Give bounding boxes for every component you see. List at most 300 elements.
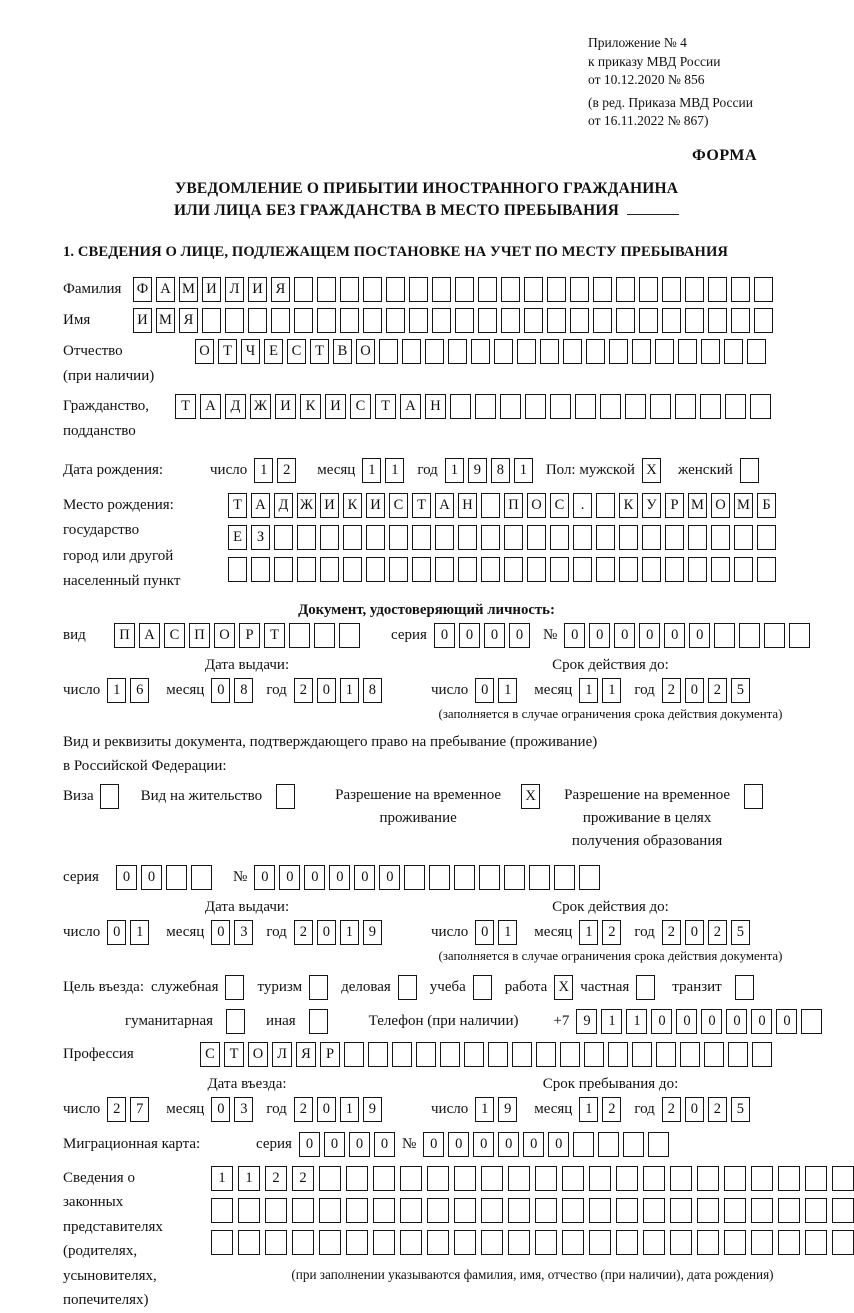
form-cell[interactable] [832,1230,854,1255]
form-cell[interactable] [478,308,497,333]
form-cell[interactable]: 1 [340,678,359,703]
form-cell[interactable] [670,1166,692,1191]
form-cell[interactable] [560,1042,580,1067]
form-cell[interactable]: С [350,394,371,419]
form-cell[interactable] [512,1042,532,1067]
form-cell[interactable] [752,1042,772,1067]
form-cell[interactable] [596,493,615,518]
form-cell[interactable]: 9 [363,1097,382,1122]
form-cell[interactable]: 0 [614,623,635,648]
form-cell[interactable]: 2 [294,920,313,945]
form-cell[interactable] [265,1230,287,1255]
form-cell[interactable] [404,865,425,890]
form-cell[interactable]: К [619,493,638,518]
form-cell[interactable] [297,525,316,550]
form-cell[interactable] [801,1009,822,1034]
form-cell[interactable]: Р [239,623,260,648]
form-cell[interactable]: Т [375,394,396,419]
form-cell[interactable]: 8 [234,678,253,703]
form-cell[interactable] [225,308,244,333]
form-cell[interactable] [478,277,497,302]
form-cell[interactable] [675,394,696,419]
form-cell[interactable] [778,1198,800,1223]
form-cell[interactable] [400,1166,422,1191]
form-cell[interactable]: 1 [579,920,598,945]
form-cell[interactable]: И [320,493,339,518]
form-cell[interactable]: 9 [468,458,487,483]
form-cell[interactable] [228,557,247,582]
form-cell[interactable] [642,525,661,550]
form-cell[interactable] [479,865,500,890]
form-cell[interactable] [714,623,735,648]
form-cell[interactable] [670,1230,692,1255]
form-cell[interactable]: 0 [448,1132,469,1157]
form-cell[interactable] [616,308,635,333]
form-cell[interactable]: М [156,308,175,333]
form-cell[interactable] [432,308,451,333]
form-cell[interactable] [481,1166,503,1191]
form-cell[interactable] [448,339,467,364]
form-cell[interactable]: 8 [363,678,382,703]
form-cell[interactable] [481,557,500,582]
form-cell[interactable]: Д [274,493,293,518]
form-cell[interactable] [320,557,339,582]
form-cell[interactable] [524,277,543,302]
form-cell[interactable]: С [287,339,306,364]
form-cell[interactable] [535,1166,557,1191]
form-cell[interactable] [550,394,571,419]
form-cell[interactable]: 0 [317,920,336,945]
form-cell[interactable]: Р [665,493,684,518]
form-cell[interactable] [764,623,785,648]
form-cell[interactable]: М [734,493,753,518]
form-cell[interactable]: В [333,339,352,364]
form-cell[interactable]: 3 [234,920,253,945]
form-cell[interactable] [481,1230,503,1255]
form-cell[interactable]: И [325,394,346,419]
form-cell[interactable] [373,1198,395,1223]
form-cell[interactable]: 0 [523,1132,544,1157]
form-cell[interactable]: 2 [277,458,296,483]
form-cell[interactable] [573,557,592,582]
form-cell[interactable]: О [248,1042,268,1067]
form-cell[interactable] [346,1166,368,1191]
form-cell[interactable] [508,1198,530,1223]
form-cell[interactable]: З [251,525,270,550]
form-cell[interactable] [294,277,313,302]
form-cell[interactable]: 1 [498,678,517,703]
form-cell[interactable]: П [114,623,135,648]
form-cell[interactable]: У [642,493,661,518]
form-cell[interactable] [508,1230,530,1255]
form-cell[interactable]: 1 [579,678,598,703]
form-cell[interactable] [501,308,520,333]
form-cell[interactable] [481,1198,503,1223]
form-cell[interactable] [586,339,605,364]
form-cell[interactable]: 1 [238,1166,260,1191]
form-cell[interactable] [481,493,500,518]
form-cell[interactable]: К [300,394,321,419]
form-cell[interactable] [747,339,766,364]
form-cell[interactable]: 9 [363,920,382,945]
form-cell[interactable] [540,339,559,364]
form-cell[interactable]: 1 [362,458,381,483]
form-cell[interactable]: X [642,458,661,483]
form-cell[interactable]: Л [225,277,244,302]
form-cell[interactable]: 1 [602,678,621,703]
form-cell[interactable] [550,525,569,550]
form-cell[interactable]: А [156,277,175,302]
form-cell[interactable]: 0 [475,678,494,703]
form-cell[interactable] [734,525,753,550]
form-cell[interactable] [570,308,589,333]
form-cell[interactable] [778,1166,800,1191]
form-cell[interactable]: 0 [475,920,494,945]
form-cell[interactable]: 0 [434,623,455,648]
form-cell[interactable] [373,1166,395,1191]
form-cell[interactable] [289,623,310,648]
form-cell[interactable]: А [435,493,454,518]
form-cell[interactable] [100,784,119,809]
form-cell[interactable] [728,1042,748,1067]
form-cell[interactable] [343,525,362,550]
form-cell[interactable] [688,525,707,550]
form-cell[interactable]: И [366,493,385,518]
form-cell[interactable] [517,339,536,364]
form-cell[interactable] [536,1042,556,1067]
form-cell[interactable] [454,1230,476,1255]
form-cell[interactable] [562,1198,584,1223]
form-cell[interactable]: Д [225,394,246,419]
form-cell[interactable] [524,308,543,333]
form-cell[interactable]: С [550,493,569,518]
form-cell[interactable]: Т [224,1042,244,1067]
form-cell[interactable] [504,525,523,550]
form-cell[interactable] [389,557,408,582]
form-cell[interactable]: Т [264,623,285,648]
form-cell[interactable] [740,458,759,483]
form-cell[interactable] [619,525,638,550]
form-cell[interactable] [191,865,212,890]
form-cell[interactable]: 2 [662,678,681,703]
form-cell[interactable] [547,277,566,302]
form-cell[interactable]: 1 [107,678,126,703]
form-cell[interactable]: X [554,975,573,1000]
form-cell[interactable] [346,1198,368,1223]
form-cell[interactable] [757,557,776,582]
form-cell[interactable] [398,975,417,1000]
form-cell[interactable]: Е [264,339,283,364]
form-cell[interactable] [274,525,293,550]
form-cell[interactable] [320,525,339,550]
form-cell[interactable]: 2 [708,678,727,703]
form-cell[interactable] [427,1198,449,1223]
form-cell[interactable] [731,308,750,333]
form-cell[interactable] [589,1166,611,1191]
form-cell[interactable]: 0 [299,1132,320,1157]
form-cell[interactable]: О [195,339,214,364]
form-cell[interactable] [392,1042,412,1067]
form-cell[interactable]: Р [320,1042,340,1067]
form-cell[interactable] [386,308,405,333]
form-cell[interactable] [271,308,290,333]
form-cell[interactable] [697,1166,719,1191]
form-cell[interactable]: 0 [473,1132,494,1157]
form-cell[interactable]: 1 [498,920,517,945]
form-cell[interactable] [494,339,513,364]
form-cell[interactable]: 1 [579,1097,598,1122]
form-cell[interactable] [458,557,477,582]
form-cell[interactable]: 2 [708,1097,727,1122]
form-cell[interactable] [455,277,474,302]
form-cell[interactable] [724,1230,746,1255]
form-cell[interactable] [547,308,566,333]
form-cell[interactable]: 1 [475,1097,494,1122]
form-cell[interactable]: 5 [731,920,750,945]
form-cell[interactable] [238,1198,260,1223]
form-cell[interactable] [363,308,382,333]
form-cell[interactable]: 0 [379,865,400,890]
form-cell[interactable]: С [200,1042,220,1067]
form-cell[interactable] [535,1230,557,1255]
form-cell[interactable] [412,525,431,550]
form-cell[interactable] [412,557,431,582]
form-cell[interactable] [750,394,771,419]
form-cell[interactable]: 0 [324,1132,345,1157]
form-cell[interactable] [340,277,359,302]
form-cell[interactable] [454,1198,476,1223]
form-cell[interactable] [593,277,612,302]
form-cell[interactable]: 2 [662,920,681,945]
form-cell[interactable] [579,865,600,890]
form-cell[interactable]: 3 [234,1097,253,1122]
form-cell[interactable]: А [200,394,221,419]
form-cell[interactable] [400,1230,422,1255]
form-cell[interactable]: 1 [211,1166,233,1191]
form-cell[interactable]: Т [228,493,247,518]
form-cell[interactable]: И [275,394,296,419]
form-cell[interactable] [504,865,525,890]
form-cell[interactable]: 0 [564,623,585,648]
form-cell[interactable] [616,1198,638,1223]
form-cell[interactable] [593,308,612,333]
form-cell[interactable]: X [521,784,540,809]
form-cell[interactable]: И [133,308,152,333]
form-cell[interactable] [639,277,658,302]
form-cell[interactable] [751,1198,773,1223]
form-cell[interactable]: 2 [602,920,621,945]
form-cell[interactable]: С [164,623,185,648]
form-cell[interactable] [711,525,730,550]
form-cell[interactable] [529,865,550,890]
form-cell[interactable] [429,865,450,890]
form-cell[interactable] [402,339,421,364]
form-cell[interactable]: 0 [211,678,230,703]
form-cell[interactable] [488,1042,508,1067]
form-cell[interactable] [309,975,328,1000]
form-cell[interactable] [435,557,454,582]
form-cell[interactable] [619,557,638,582]
form-cell[interactable] [678,339,697,364]
form-cell[interactable] [450,394,471,419]
form-cell[interactable] [656,1042,676,1067]
form-cell[interactable]: 1 [340,920,359,945]
form-cell[interactable]: 0 [254,865,275,890]
form-cell[interactable] [662,308,681,333]
form-cell[interactable]: К [343,493,362,518]
form-cell[interactable]: Н [458,493,477,518]
form-cell[interactable]: Т [175,394,196,419]
form-cell[interactable] [432,277,451,302]
form-cell[interactable]: Ж [297,493,316,518]
form-cell[interactable] [600,394,621,419]
form-cell[interactable] [317,308,336,333]
form-cell[interactable]: 0 [548,1132,569,1157]
form-cell[interactable]: 0 [459,623,480,648]
form-cell[interactable]: С [389,493,408,518]
form-cell[interactable] [225,975,244,1000]
form-cell[interactable] [386,277,405,302]
form-cell[interactable] [346,1230,368,1255]
form-cell[interactable]: 1 [130,920,149,945]
form-cell[interactable] [339,623,360,648]
form-cell[interactable] [625,394,646,419]
form-cell[interactable]: 0 [701,1009,722,1034]
form-cell[interactable]: 0 [685,920,704,945]
form-cell[interactable] [454,1166,476,1191]
form-cell[interactable] [596,557,615,582]
form-cell[interactable] [662,277,681,302]
form-cell[interactable] [636,975,655,1000]
form-cell[interactable] [508,1166,530,1191]
form-cell[interactable] [409,308,428,333]
form-cell[interactable] [238,1230,260,1255]
form-cell[interactable] [655,339,674,364]
form-cell[interactable]: П [189,623,210,648]
form-cell[interactable] [475,394,496,419]
form-cell[interactable] [757,525,776,550]
form-cell[interactable]: . [573,493,592,518]
form-cell[interactable]: О [527,493,546,518]
form-cell[interactable] [751,1166,773,1191]
form-cell[interactable]: М [688,493,707,518]
form-cell[interactable] [504,557,523,582]
form-cell[interactable] [805,1166,827,1191]
form-cell[interactable] [570,277,589,302]
form-cell[interactable]: Я [296,1042,316,1067]
form-cell[interactable] [697,1198,719,1223]
form-cell[interactable] [368,1042,388,1067]
form-cell[interactable] [166,865,187,890]
form-cell[interactable] [294,308,313,333]
form-cell[interactable] [609,339,628,364]
form-cell[interactable] [562,1166,584,1191]
form-cell[interactable] [805,1230,827,1255]
form-cell[interactable] [251,557,270,582]
form-cell[interactable]: 6 [130,678,149,703]
form-cell[interactable]: 9 [576,1009,597,1034]
form-cell[interactable] [297,557,316,582]
form-cell[interactable] [226,1009,245,1034]
form-cell[interactable] [400,1198,422,1223]
form-cell[interactable] [562,1230,584,1255]
form-cell[interactable] [700,394,721,419]
form-cell[interactable] [724,1166,746,1191]
form-cell[interactable]: 0 [509,623,530,648]
form-cell[interactable] [789,623,810,648]
form-cell[interactable] [708,277,727,302]
form-cell[interactable]: 1 [254,458,273,483]
form-cell[interactable]: 7 [130,1097,149,1122]
form-cell[interactable] [525,394,546,419]
form-cell[interactable] [754,308,773,333]
form-cell[interactable]: 2 [294,1097,313,1122]
form-cell[interactable] [608,1042,628,1067]
form-cell[interactable]: Т [218,339,237,364]
form-cell[interactable] [319,1198,341,1223]
form-cell[interactable] [500,394,521,419]
form-cell[interactable] [754,277,773,302]
form-cell[interactable]: 0 [685,1097,704,1122]
form-cell[interactable]: 0 [589,623,610,648]
form-cell[interactable] [248,308,267,333]
form-cell[interactable] [701,339,720,364]
form-cell[interactable] [734,557,753,582]
form-cell[interactable]: 2 [292,1166,314,1191]
form-cell[interactable]: 8 [491,458,510,483]
form-cell[interactable]: 0 [141,865,162,890]
form-cell[interactable] [274,557,293,582]
form-cell[interactable] [751,1230,773,1255]
form-cell[interactable] [573,1132,594,1157]
form-cell[interactable]: 0 [107,920,126,945]
form-cell[interactable] [697,1230,719,1255]
form-cell[interactable]: Б [757,493,776,518]
form-cell[interactable]: 0 [676,1009,697,1034]
form-cell[interactable] [665,525,684,550]
form-cell[interactable]: Ф [133,277,152,302]
form-cell[interactable]: Л [272,1042,292,1067]
form-cell[interactable] [202,308,221,333]
form-cell[interactable] [685,308,704,333]
form-cell[interactable]: Е [228,525,247,550]
form-cell[interactable] [435,525,454,550]
form-cell[interactable] [366,525,385,550]
form-cell[interactable] [665,557,684,582]
form-cell[interactable] [535,1198,557,1223]
form-cell[interactable]: 0 [279,865,300,890]
form-cell[interactable]: 0 [651,1009,672,1034]
form-cell[interactable]: 0 [639,623,660,648]
form-cell[interactable]: 2 [294,678,313,703]
form-cell[interactable]: 0 [689,623,710,648]
form-cell[interactable] [471,339,490,364]
form-cell[interactable]: А [400,394,421,419]
form-cell[interactable] [616,1230,638,1255]
form-cell[interactable] [416,1042,436,1067]
form-cell[interactable] [265,1198,287,1223]
form-cell[interactable] [366,557,385,582]
form-cell[interactable] [455,308,474,333]
form-cell[interactable]: Н [425,394,446,419]
form-cell[interactable] [314,623,335,648]
form-cell[interactable] [501,277,520,302]
form-cell[interactable] [596,525,615,550]
form-cell[interactable]: О [356,339,375,364]
form-cell[interactable] [425,339,444,364]
form-cell[interactable]: 0 [349,1132,370,1157]
form-cell[interactable] [632,339,651,364]
